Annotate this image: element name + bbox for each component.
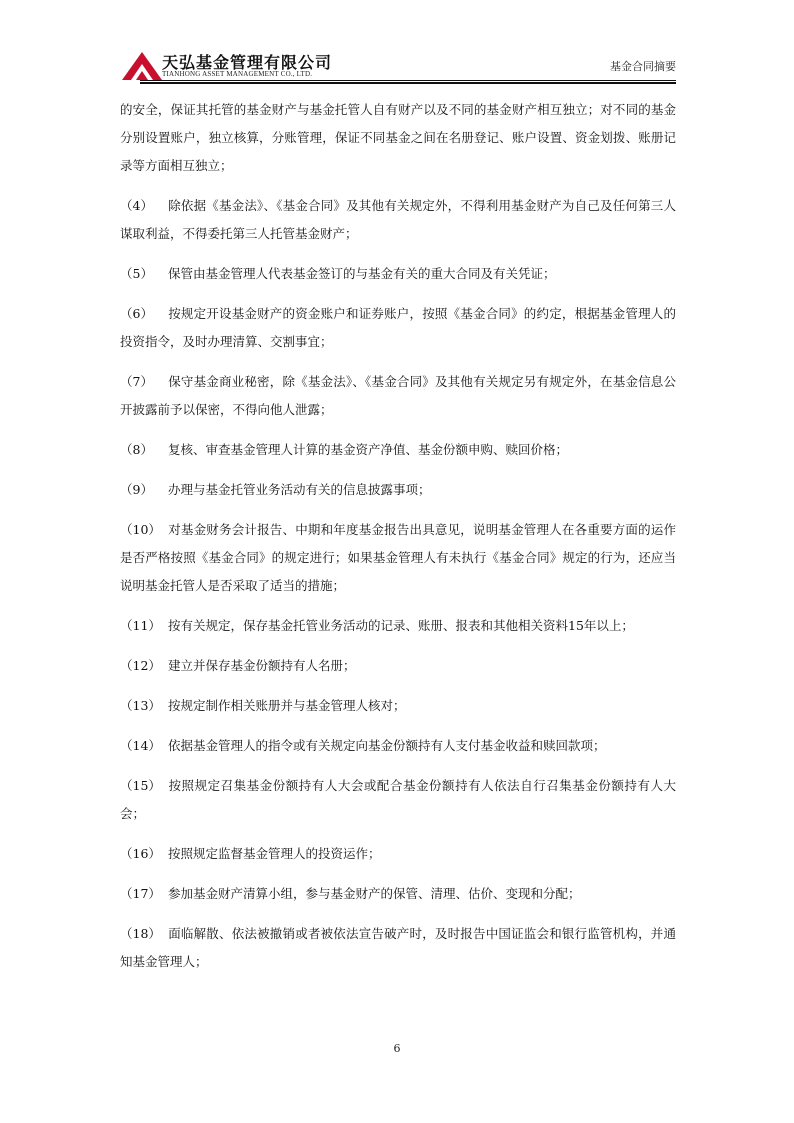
header-rule-thick — [140, 82, 676, 84]
paragraph-text: 的安全，保证其托管的基金财产与基金托管人自有财产以及不同的基金财产相互独立；对不同的基金分别设置账户，独立核算，分账管理，保证不同基金之间在名册登记、账户设置、资金划拨、账册记录等方面相互独立； — [120, 102, 676, 173]
item-number: （15） — [120, 778, 161, 793]
item-text: 按规定开设基金财产的资金账户和证券账户，按照《基金合同》的约定，根据基金管理人的投资指令，及时办理清算、交割事宜； — [120, 306, 676, 349]
item-number: （17） — [120, 886, 161, 901]
list-item — [120, 652, 676, 680]
company-name-en: TIANHONG ASSET MANAGEMENT CO., LTD. — [162, 70, 313, 78]
item-number: （13） — [120, 698, 161, 713]
item-text: 除依据《基金法》、《基金合同》及其他有关规定外，不得利用基金财产为自己及任何第三人谋取利益，不得委托第三人托管基金财产； — [120, 198, 676, 241]
item-text: 保管由基金管理人代表基金签订的与基金有关的重大合同及有关凭证； — [168, 266, 556, 281]
list-item — [120, 988, 676, 1016]
list-item — [120, 880, 676, 908]
list-item — [120, 192, 676, 248]
item-number: （12） — [120, 658, 161, 673]
item-number: （18） — [120, 926, 161, 941]
item-text: 面临解散、依法被撤销或者被依法宣告破产时，及时报告中国证监会和银行监管机构，并通知基金管理人； — [120, 926, 676, 969]
item-text: 按有关规定，保存基金托管业务活动的记录、账册、报表和其他相关资料15年以上； — [168, 618, 634, 633]
item-text: 按照规定监督基金管理人的投资运作； — [168, 846, 381, 861]
item-text: 参加基金财产清算小组，参与基金财产的保管、清理、估价、变现和分配； — [168, 886, 581, 901]
page-number: 6 — [393, 1042, 401, 1055]
document-title: 基金合同摘要 — [610, 60, 676, 73]
list-item — [120, 772, 676, 828]
list-item — [120, 300, 676, 356]
list-item — [120, 920, 676, 976]
item-number: （6） — [120, 306, 153, 321]
list-item — [120, 612, 676, 640]
item-text: 复核、审查基金管理人计算的基金资产净值、基金份额申购、赎回价格； — [168, 442, 569, 457]
list-item — [120, 840, 676, 868]
item-number: （8） — [120, 442, 153, 457]
item-text: 按规定制作相关账册并与基金管理人核对； — [168, 698, 406, 713]
company-name-cn: 天弘基金管理有限公司 — [162, 53, 333, 72]
list-item — [120, 732, 676, 760]
item-number: （7） — [120, 374, 153, 389]
list-item — [120, 516, 676, 600]
list-item — [120, 368, 676, 424]
company-logo-icon — [120, 50, 164, 82]
item-number: （16） — [120, 846, 161, 861]
item-text: 按照规定召集基金份额持有人大会或配合基金份额持有人依法自行召集基金份额持有人大会； — [120, 778, 676, 821]
item-text: 建立并保存基金份额持有人名册； — [168, 658, 356, 673]
item-number: （10） — [120, 522, 161, 537]
item-text: 保守基金商业秘密，除《基金法》、《基金合同》及其他有关规定另有规定外，在基金信息公开披露前予以保密，不得向他人泄露； — [120, 374, 676, 417]
document-body — [120, 96, 676, 1028]
list-item — [120, 436, 676, 464]
item-number: （4） — [120, 198, 153, 213]
item-number: （11） — [120, 618, 161, 633]
item-number: （5） — [120, 266, 153, 281]
item-number: （9） — [120, 482, 153, 497]
item-number: （14） — [120, 738, 161, 753]
item-text: 对基金财务会计报告、中期和年度基金报告出具意见，说明基金管理人在各重要方面的运作是否严格按照《基金合同》的规定进行；如果基金管理人有未执行《基金合同》规定的行为，还应当说明基金托管人是否采取了适当的措施； — [120, 522, 676, 593]
list-item — [120, 692, 676, 720]
item-text: 办理与基金托管业务活动有关的信息披露事项； — [168, 482, 431, 497]
item-text: 依据基金管理人的指令或有关规定向基金份额持有人支付基金收益和赎回款项； — [168, 738, 606, 753]
header-rule — [140, 80, 676, 81]
paragraph — [120, 96, 676, 180]
list-item — [120, 260, 676, 288]
list-item — [120, 476, 676, 504]
